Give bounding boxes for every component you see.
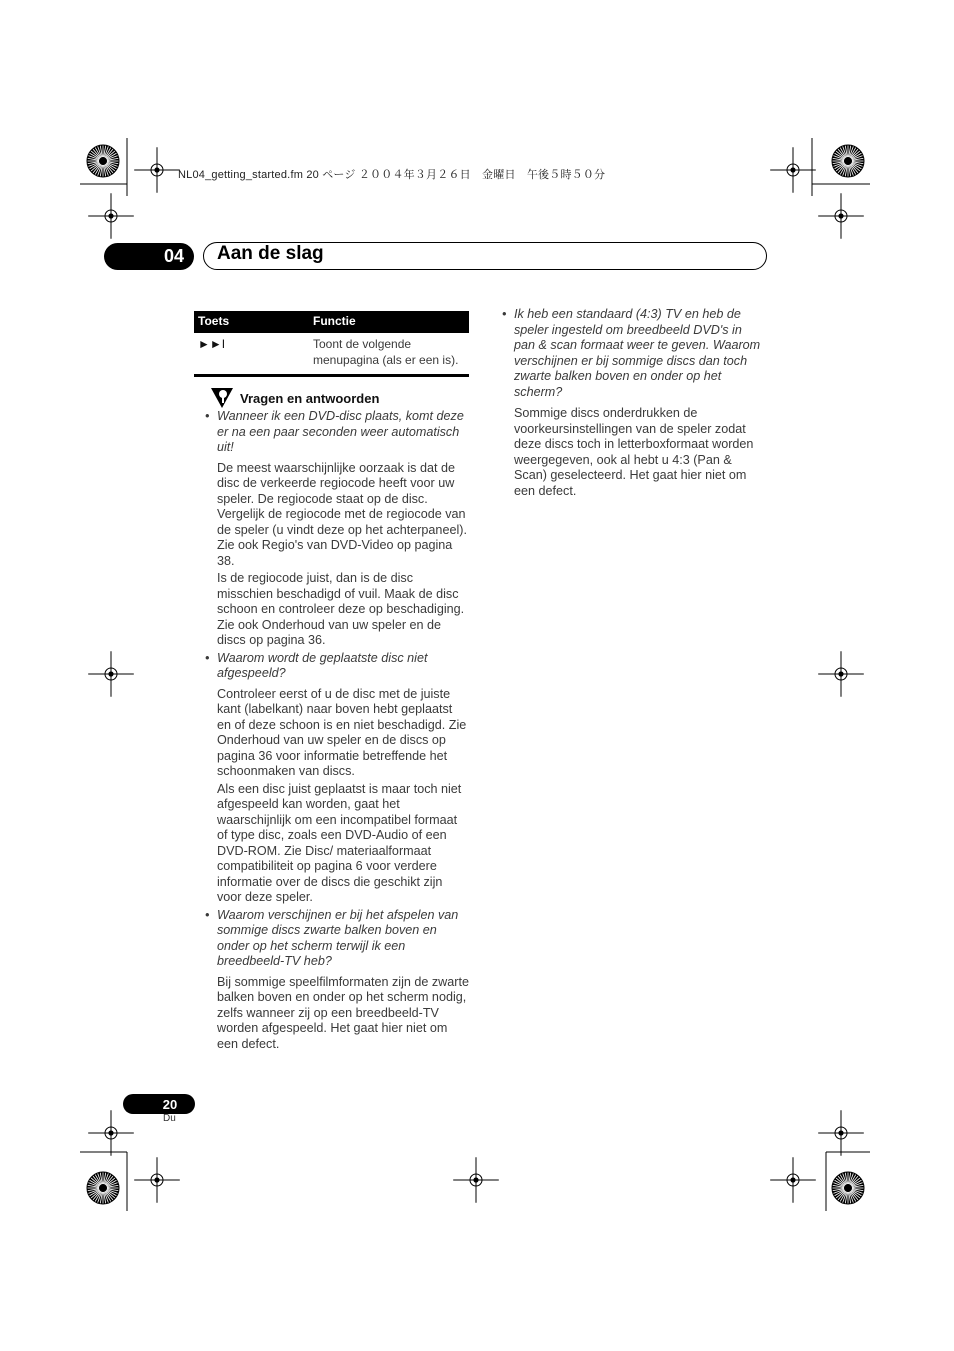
left-column [205, 409, 469, 1052]
qa-answer: Sommige discs onderdrukken de voorkeursinstellingen van de speler zodat deze discs toch in letterboxformaat worden weergegeven, ook al hebt u 4:3 (Pan & Scan) geselecteerd. Het gaat hier niet om een defect. [514, 406, 754, 498]
page-language: Du [163, 1113, 176, 1124]
tip-bulb-icon [209, 386, 235, 410]
qa-question: • Waarom wordt de geplaatste disc niet afgespeeld? [205, 650, 428, 680]
next-track-icon: ►►I [198, 337, 226, 351]
file-header: NL04_getting_started.fm 20 ページ ２００４年３月２６日 金曜日 午後５時５０分 [178, 169, 606, 181]
qa-question: • Waarom verschijnen er bij het afspelen van sommige discs zwarte balken boven en onder op het scherm terwijl ik een breedbeeld-TV heb? [205, 907, 459, 968]
chapter-number-badge: 04 [104, 243, 194, 270]
qa-answer: Controleer eerst of u de disc met de juiste kant (labelkant) naar boven hebt geplaatst en of deze schoon is en niet beschadigd. Zie Onderhoud van uw speler en de discs op pagina 36 voor informatie betreffende het schoonmaken van discs. [217, 686, 467, 778]
qa-question: • Ik heb een standaard (4:3) TV en heb de speler ingesteld om breedbeeld DVD's in pan & scan formaat weer te geven. Waarom verschijnen er bij sommige discs dan toch zwarte balken boven en onder op het scherm? [502, 307, 761, 399]
qa-section-title: Vragen en antwoorden [240, 391, 380, 406]
qa-answer: Als een disc juist geplaatst is maar toch niet afgespeeld kan worden, gaat het waarschijnlijk om een incompatibel formaat of type disc, zoals een DVD-Audio of een DVD-ROM. Zie Disc/ materiaalformaat compatibiliteit op pagina 6 voor verdere informatie over de discs die geschikt zijn voor deze speler. [217, 781, 462, 904]
table-header-function: Functie [313, 314, 356, 328]
table-header [194, 311, 469, 333]
chapter-title: Aan de slag [217, 243, 324, 264]
table-header-key: Toets [198, 314, 230, 328]
right-column [502, 307, 766, 499]
table-cell-function: Toont de volgende menupagina (als er een is). [313, 337, 459, 367]
qa-answer: Bij sommige speelfilmformaten zijn de zwarte balken boven en onder op het scherm nodig, zelfs wanneer zij op een breedbeeld-TV worden afgespeeld. Het gaat hier niet om een defect. [217, 974, 469, 1051]
qa-question: • Wanneer ik een DVD-disc plaats, komt deze er na een paar seconden weer automatisch uit! [205, 409, 464, 454]
qa-answer: De meest waarschijnlijke oorzaak is dat de disc de verkeerde regiocode heeft voor uw speler. De regiocode staat op de disc. Vergelijk de regiocode met de regiocode van de speler (u vindt deze op het achterpaneel). Zie ook Regio's van DVD-Video op pagina 38. [217, 460, 467, 568]
qa-answer: Is de regiocode juist, dan is de disc misschien beschadigd of vuil. Maak de disc schoon en controleer deze op beschadiging. Zie ook Onderhoud van uw speler en de discs op pagina 36. [217, 571, 465, 647]
table-bottom-rule [194, 374, 469, 377]
page-number: 20 [123, 1094, 195, 1114]
